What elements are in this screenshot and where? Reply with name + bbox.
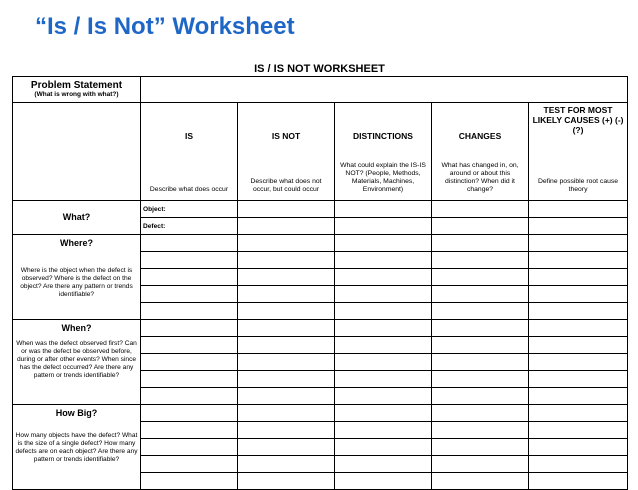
table-cell[interactable] <box>529 473 628 490</box>
table-cell[interactable] <box>432 422 529 439</box>
worksheet-heading: IS / IS NOT WORKSHEET <box>254 63 385 75</box>
table-cell[interactable] <box>238 422 335 439</box>
col-is-title: IS <box>184 131 194 141</box>
table-cell[interactable] <box>238 235 335 252</box>
col-is-not-desc: Describe what does not occur, but could occur <box>250 178 322 193</box>
table-cell[interactable] <box>432 456 529 473</box>
table-cell[interactable] <box>432 388 529 405</box>
table-cell[interactable] <box>335 422 432 439</box>
table-cell[interactable] <box>141 354 238 371</box>
table-cell[interactable] <box>529 303 628 320</box>
table-cell[interactable] <box>432 337 529 354</box>
table-cell[interactable] <box>529 337 628 354</box>
table-cell[interactable] <box>335 320 432 337</box>
table-cell[interactable] <box>238 269 335 286</box>
table-cell[interactable] <box>529 439 628 456</box>
table-cell[interactable] <box>529 269 628 286</box>
table-cell[interactable] <box>141 320 238 337</box>
table-cell[interactable] <box>335 337 432 354</box>
table-cell[interactable] <box>529 371 628 388</box>
table-cell[interactable] <box>238 405 335 422</box>
what-object-cell[interactable] <box>432 201 529 218</box>
table-cell[interactable] <box>529 235 628 252</box>
table-cell[interactable] <box>238 286 335 303</box>
col-changes-title: CHANGES <box>458 131 502 141</box>
defect-label: Defect: <box>141 218 238 235</box>
table-cell[interactable] <box>335 371 432 388</box>
section-when <box>13 320 141 405</box>
section-what <box>13 201 141 235</box>
table-cell[interactable] <box>238 371 335 388</box>
table-cell[interactable] <box>335 286 432 303</box>
header-blank <box>13 103 141 201</box>
what-defect-cell[interactable] <box>529 218 628 235</box>
table-cell[interactable] <box>238 337 335 354</box>
table-cell[interactable] <box>432 354 529 371</box>
col-distinctions-desc: What could explain the IS-IS NOT? (People, Methods, Materials, Machines, Environment) <box>340 162 426 193</box>
table-cell[interactable] <box>238 354 335 371</box>
col-test-desc: Define possible root cause theory <box>537 178 619 193</box>
table-cell[interactable] <box>432 320 529 337</box>
table-cell[interactable] <box>335 439 432 456</box>
table-cell[interactable] <box>141 456 238 473</box>
section-where <box>13 235 141 320</box>
table-cell[interactable] <box>141 422 238 439</box>
table-cell[interactable] <box>141 388 238 405</box>
table-cell[interactable] <box>238 388 335 405</box>
table-cell[interactable] <box>335 456 432 473</box>
table-cell[interactable] <box>529 354 628 371</box>
table-cell[interactable] <box>335 473 432 490</box>
table-cell[interactable] <box>529 320 628 337</box>
table-cell[interactable] <box>335 252 432 269</box>
table-cell[interactable] <box>432 439 529 456</box>
object-label: Object: <box>141 201 238 218</box>
table-cell[interactable] <box>432 269 529 286</box>
table-cell[interactable] <box>432 405 529 422</box>
table-cell[interactable] <box>529 405 628 422</box>
problem-statement-sub: (What is wrong with what?) <box>34 91 119 98</box>
problem-statement-title: Problem Statement <box>30 80 123 91</box>
col-changes <box>432 103 529 201</box>
col-changes-desc: What has changed in, on, around or about this distinction? When did it change? <box>441 162 519 193</box>
table-cell[interactable] <box>238 456 335 473</box>
what-object-cell[interactable] <box>238 201 335 218</box>
table-cell[interactable] <box>141 371 238 388</box>
table-cell[interactable] <box>238 473 335 490</box>
table-cell[interactable] <box>432 473 529 490</box>
table-cell[interactable] <box>141 303 238 320</box>
table-cell[interactable] <box>432 286 529 303</box>
table-cell[interactable] <box>141 286 238 303</box>
section-where-title: Where? <box>59 238 93 248</box>
section-when-desc: When was the defect observed first? Can or was the defect be observed before, during or after other events? When since has the defect occurred? Are there any pattern or trends identifiable? <box>16 340 137 379</box>
table-cell[interactable] <box>238 303 335 320</box>
table-cell[interactable] <box>335 388 432 405</box>
is-is-not-table <box>12 76 628 490</box>
col-test <box>529 103 628 201</box>
problem-statement-field[interactable] <box>141 77 628 103</box>
page-title: “Is / Is Not” Worksheet <box>35 13 295 40</box>
table-cell[interactable] <box>432 252 529 269</box>
table-cell[interactable] <box>335 354 432 371</box>
section-how-big-title: How Big? <box>55 408 98 418</box>
col-is-not-title: IS NOT <box>271 131 301 141</box>
col-distinctions-title: DISTINCTIONS <box>353 131 413 141</box>
table-cell[interactable] <box>529 286 628 303</box>
col-is <box>141 103 238 201</box>
table-cell[interactable] <box>141 337 238 354</box>
table-cell[interactable] <box>335 269 432 286</box>
table-cell[interactable] <box>238 252 335 269</box>
what-defect-cell[interactable] <box>238 218 335 235</box>
table-cell[interactable] <box>141 252 238 269</box>
table-cell[interactable] <box>529 422 628 439</box>
table-cell[interactable] <box>141 439 238 456</box>
what-defect-cell[interactable] <box>335 218 432 235</box>
table-cell[interactable] <box>529 388 628 405</box>
col-test-title: TEST FOR MOST LIKELY CAUSES (+) (-) (?) <box>532 105 624 135</box>
table-cell[interactable] <box>238 320 335 337</box>
col-is-desc: Describe what does occur <box>149 186 229 193</box>
section-how-big <box>13 405 141 490</box>
table-cell[interactable] <box>529 456 628 473</box>
col-distinctions <box>335 103 432 201</box>
section-where-desc: Where is the object when the defect is observed? Where is the defect on the object? Are there any pattern or trends identifiable? <box>20 267 133 298</box>
table-cell[interactable] <box>432 371 529 388</box>
table-cell[interactable] <box>141 269 238 286</box>
section-how-big-desc: How many objects have the defect? What is the size of a single defect? How many defects are on each object? Are there any pattern or trends identifiable? <box>15 432 138 463</box>
table-cell[interactable] <box>141 473 238 490</box>
what-defect-cell[interactable] <box>432 218 529 235</box>
table-cell[interactable] <box>238 439 335 456</box>
table-cell[interactable] <box>529 252 628 269</box>
table-cell[interactable] <box>141 235 238 252</box>
what-object-cell[interactable] <box>529 201 628 218</box>
table-cell[interactable] <box>432 235 529 252</box>
section-what-title: What? <box>62 212 91 222</box>
table-cell[interactable] <box>432 303 529 320</box>
table-cell[interactable] <box>335 303 432 320</box>
table-cell[interactable] <box>141 405 238 422</box>
table-cell[interactable] <box>335 235 432 252</box>
section-when-title: When? <box>61 323 92 333</box>
col-is-not <box>238 103 335 201</box>
table-cell[interactable] <box>335 405 432 422</box>
problem-statement-label <box>13 77 141 103</box>
what-object-cell[interactable] <box>335 201 432 218</box>
